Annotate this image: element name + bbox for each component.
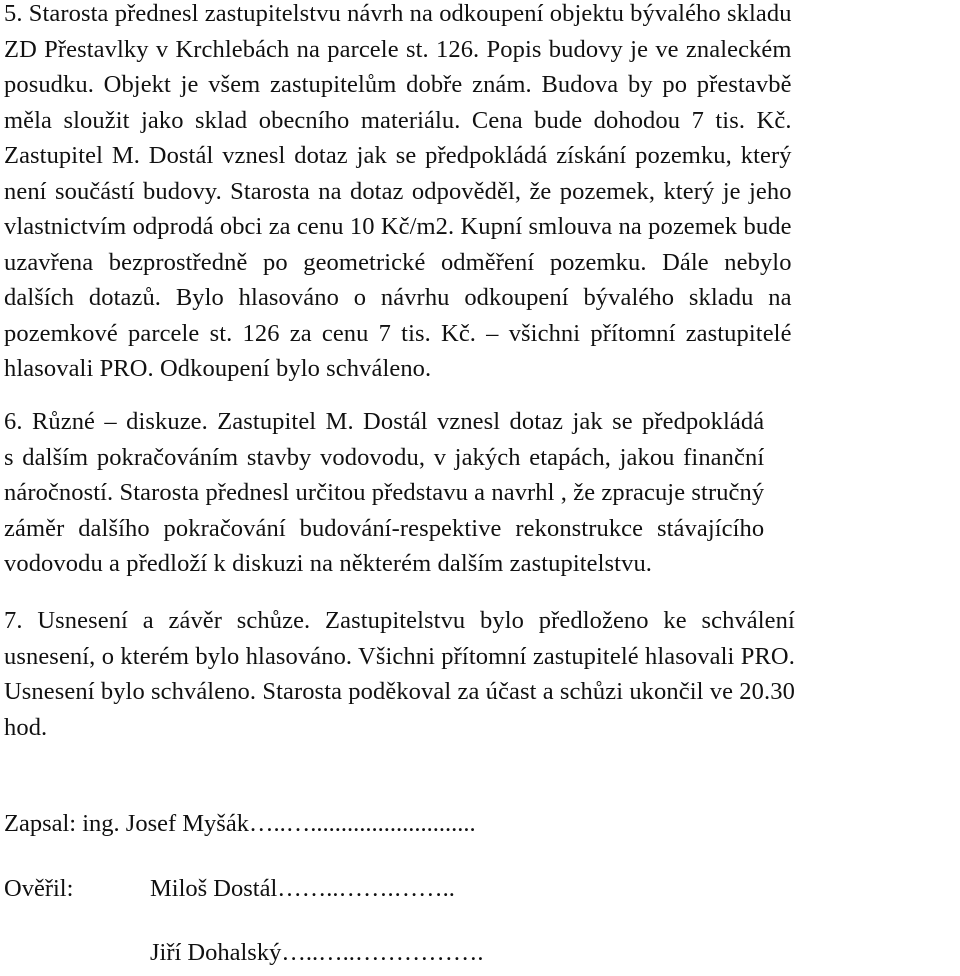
text-line: s dalším pokračováním stavby vodovodu, v jakých etapách, jakou finanční (4, 443, 765, 471)
text-line: 5. Starosta přednesl zastupitelstvu návrh na odkoupení objektu bývalého skladu (4, 0, 792, 27)
text-line: dalších dotazů. Bylo hlasováno o návrhu odkoupení bývalého skladu na (4, 284, 792, 311)
text-line: vlastnictvím odprodá obci za cenu 10 Kč/m2. Kupní smlouva na pozemek bude (4, 213, 792, 240)
verified-by-label: Ověřil: (4, 875, 74, 902)
text-line: 6. Různé – diskuze. Zastupitel M. Dostál vznesl dotaz jak se předpokládá (4, 408, 765, 435)
text-line: ZD Přestavlky v Krchlebách na parcele st. 126. Popis budovy je ve znaleckém (4, 35, 792, 63)
section-7-paragraph (4, 603, 795, 745)
text-line: vodovodu a předloží k diskuzi na některém dalším zastupitelstvu. (4, 550, 653, 577)
text-line: záměr dalšího pokračování budování-respektive rekonstrukce stávajícího (4, 514, 765, 542)
text-line: pozemkové parcele st. 126 za cenu 7 tis. Kč. – všichni přítomní zastupitelé (4, 319, 792, 347)
text-line: není součástí budovy. Starosta na dotaz odpověděl, že pozemek, který je jeho (4, 177, 792, 205)
text-line: uzavřena bezprostředně po geometrické odměření pozemku. Dále nebylo (4, 248, 792, 276)
text-line: hlasovali PRO. Odkoupení bylo schváleno. (4, 355, 432, 382)
section-5-paragraph (4, 0, 792, 387)
text-line: 7. Usnesení a závěr schůze. Zastupitelstvu bylo předloženo ke schválení (4, 607, 795, 634)
verifier-1-line: Miloš Dostál……..…….…….. (150, 875, 455, 902)
recorded-by-line: Zapsal: ing. Josef Myšák…..…........................... (4, 810, 476, 837)
text-line: posudku. Objekt je všem zastupitelům dobře znám. Budova by po přestavbě (4, 71, 792, 98)
text-line: hod. (4, 713, 48, 741)
text-line: Usnesení bylo schváleno. Starosta poděkoval za účast a schůzi ukončil ve 20.30 (4, 678, 795, 705)
text-line: Zastupitel M. Dostál vznesl dotaz jak se předpokládá získání pozemku, který (4, 142, 792, 169)
text-line: usnesení, o kterém bylo hlasováno. Všichni přítomní zastupitelé hlasovali PRO. (4, 642, 795, 670)
verifier-2-line: Jiří Dohalský…..…..……………. (150, 939, 484, 966)
section-6-paragraph (4, 404, 764, 582)
text-line: náročností. Starosta přednesl určitou představu a navrhl , že zpracuje stručný (4, 479, 765, 506)
text-line: měla sloužit jako sklad obecního materiálu. Cena bude dohodou 7 tis. Kč. (4, 106, 792, 134)
